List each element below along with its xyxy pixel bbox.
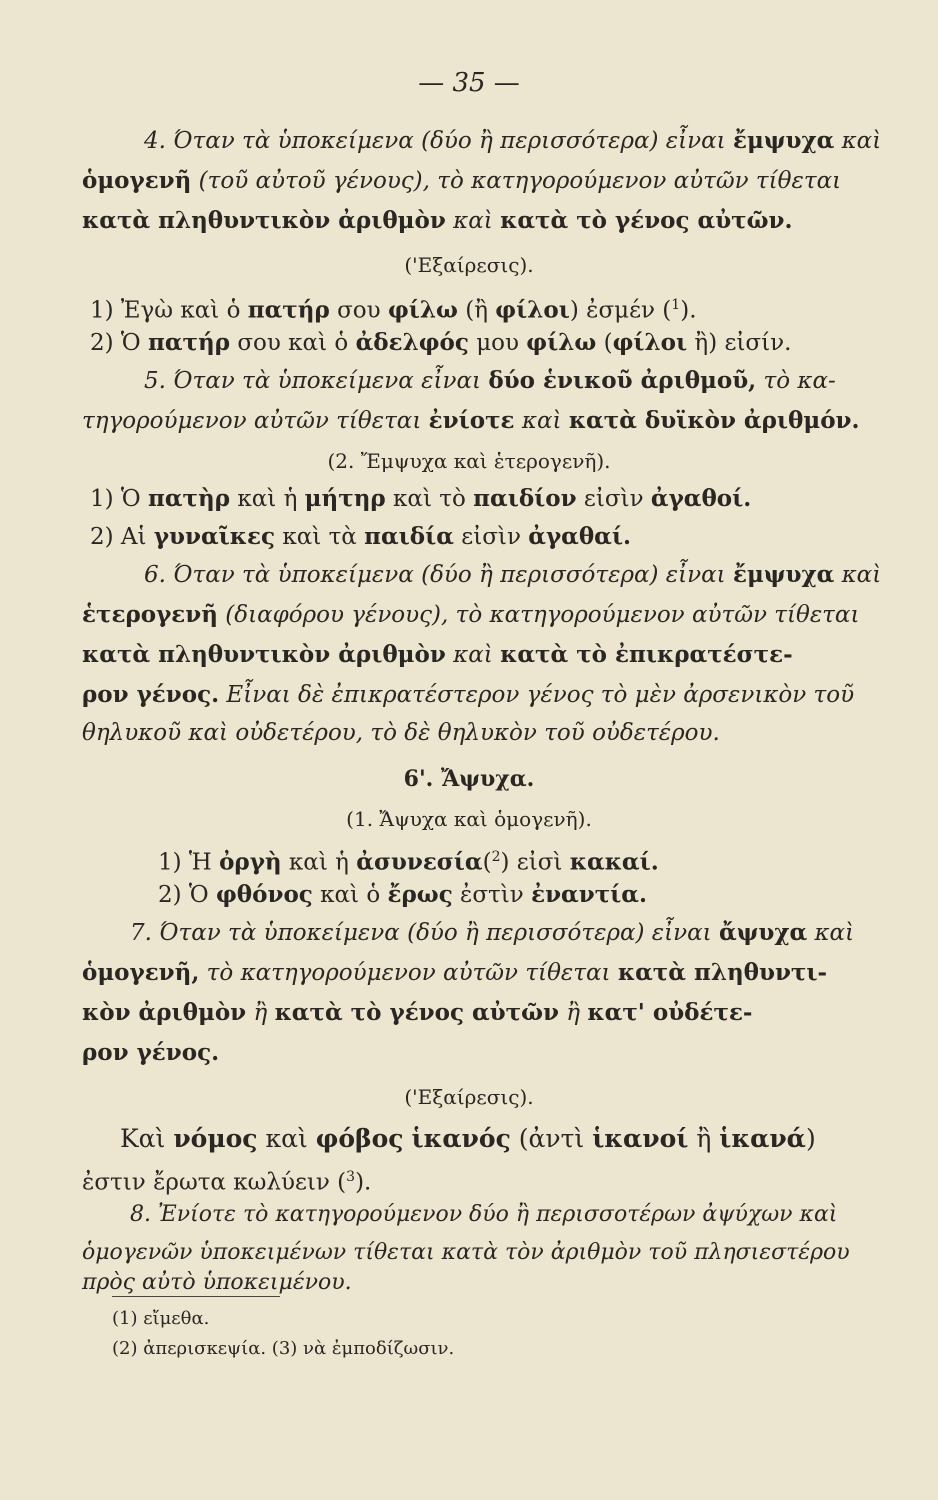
footnote-divider — [112, 1296, 280, 1297]
bold-term: ρον γένος. — [82, 1039, 220, 1066]
example-line — [90, 328, 791, 358]
example-text: ). — [355, 1169, 372, 1196]
rule-7-line-1 — [130, 918, 854, 948]
rule-text: καὶ — [445, 642, 501, 668]
rule-text: καὶ — [834, 128, 882, 154]
rule-number: 8. — [130, 1202, 151, 1227]
example-text: ). — [680, 297, 697, 324]
bold-term: ἀγαθαί. — [528, 523, 632, 550]
bold-term: ἀσυνεσία — [356, 848, 483, 876]
bold-term: πατήρ — [247, 296, 330, 324]
footnote: (2) ἀπερισκεψία. (3) νὰ ἐμποδίζωσιν. — [112, 1338, 455, 1359]
rule-number: 7. — [130, 920, 152, 946]
footnote: (1) εἴμεθα. — [112, 1308, 210, 1329]
rule-text: θηλυκοῦ καὶ οὐδετέρου, τὸ δὲ θηλυκὸν τοῦ οὐδετέρου. — [82, 720, 720, 746]
bold-term: ἔρως — [387, 881, 453, 908]
bold-term: ἔμψυχα — [733, 561, 835, 588]
rule-4-line-2 — [82, 166, 841, 196]
bold-term: ἔμψυχα — [733, 127, 835, 154]
example-text: ) — [805, 1124, 816, 1153]
rule-text: καὶ — [514, 408, 569, 434]
rule-6-line-1 — [144, 560, 881, 590]
footnote-ref: 1 — [671, 297, 681, 313]
bold-term: πατὴρ — [148, 485, 231, 512]
rule-text: ὁμογενῶν ὑποκειμένων τίθεται κατὰ τὸν ἀριθμὸν τοῦ πλησιεστέρου — [82, 1240, 850, 1265]
rule-8-line-2 — [82, 1238, 850, 1268]
example-number: 2) — [90, 524, 114, 550]
rule-6-line-4 — [82, 680, 854, 710]
example-number: 2) — [158, 882, 182, 908]
rule-text: Ἐνίοτε τὸ κατηγορούμενον δύο ἢ περισσοτέρων ἀψύχων καὶ — [151, 1202, 838, 1227]
rule-text: (διαφόρου γένους), τὸ κατηγορούμενον αὐτῶν τίθεται — [217, 602, 860, 628]
example-line — [90, 290, 697, 326]
example-text: Ἐγὼ καὶ ὁ — [113, 297, 248, 324]
example-text: Ἡ — [181, 849, 220, 876]
rule-5-line-2 — [82, 406, 860, 436]
example-line — [120, 1124, 816, 1154]
rule-text: (τοῦ αὐτοῦ γένους), τὸ κατηγορούμενον αὐτῶν τίθεται — [191, 168, 842, 194]
bold-term: ὁμογενῆ — [82, 167, 192, 194]
bold-term: κατ' οὐδέτε- — [587, 999, 753, 1026]
exceptions-heading: ('Εξαίρεσις). — [404, 253, 534, 277]
section-heading: (1. Ἄψυχα καὶ ὁμογενῆ). — [346, 807, 592, 831]
example-text: ( — [482, 849, 492, 876]
bold-term: πατήρ — [148, 329, 231, 356]
rule-text: τηγορούμενον αὐτῶν τίθεται — [82, 408, 429, 434]
rule-text: Όταν τὰ ὑποκείμενα (δύο ἢ περισσότερα) εἶναι — [165, 128, 734, 154]
example-text: εἰσὶν — [453, 524, 529, 550]
example-line — [90, 522, 631, 552]
bold-term: φίλω — [526, 329, 597, 356]
page-number: — 35 — — [418, 68, 520, 98]
rule-text: Εἶναι δὲ ἐπικρατέστερον γένος τὸ μὲν ἀρσενικὸν τοῦ — [219, 682, 855, 708]
rule-text: Όταν τὰ ὑποκείμενα (δύο ἢ περισσότερα) εἶναι — [165, 562, 734, 588]
rule-5-line-1 — [144, 366, 836, 396]
rule-text: ἢ — [246, 1000, 275, 1026]
example-text: Ὁ — [181, 882, 216, 908]
example-number: 2) — [90, 330, 114, 356]
rule-text: πρὸς αὐτὸ ὑποκειμένου. — [82, 1270, 352, 1295]
example-text: μου — [468, 330, 527, 356]
example-text: σου — [329, 297, 388, 324]
section-heading: (2. Ἔμψυχα καὶ ἑτερογενῆ). — [327, 449, 611, 473]
example-line — [90, 484, 751, 514]
example-text: (ἀντὶ — [510, 1124, 593, 1153]
example-text: καὶ τὰ — [275, 524, 365, 550]
rule-6-line-5 — [82, 718, 720, 748]
bold-term: ρον γένος. — [82, 681, 220, 708]
footnote-ref: 2 — [491, 849, 501, 865]
example-text: καὶ τὸ — [385, 486, 474, 512]
example-text: ἐστὶν — [452, 882, 532, 908]
rule-text: ἢ — [558, 1000, 588, 1026]
rule-text: Όταν τὰ ὑποκείμενα εἶναι — [165, 368, 489, 394]
rule-7-line-2 — [82, 958, 827, 988]
bold-term: ἑτερογενῆ — [82, 601, 218, 628]
rule-text: καὶ — [834, 562, 882, 588]
rule-text: καὶ — [445, 208, 501, 234]
bold-term: κὸν ἀριθμὸν — [82, 999, 247, 1026]
example-number: 1) — [90, 297, 114, 324]
bold-term: μήτηρ — [304, 485, 386, 512]
example-text: ) ἐσμέν ( — [569, 297, 672, 324]
example-text: καὶ ἡ — [230, 486, 305, 512]
example-text: ἐστιν ἔρωτα κωλύειν ( — [82, 1169, 347, 1196]
bold-term: κατὰ δυϊκὸν ἀριθμόν. — [568, 407, 860, 434]
bold-term: παιδία — [364, 523, 454, 550]
exceptions-heading: ('Εξαίρεσις). — [404, 1085, 534, 1109]
example-text: ( — [596, 330, 613, 356]
section-heading: 6'. Ἄψυχα. — [403, 766, 535, 792]
bold-term: κατὰ πληθυντικὸν ἀριθμὸν — [82, 207, 446, 234]
footnote-ref: 3 — [346, 1169, 356, 1185]
rule-number: 6. — [144, 562, 166, 588]
bold-term: κατὰ τὸ ἐπικρατέστε- — [500, 641, 793, 668]
example-text: εἰσὶν — [576, 486, 651, 512]
example-text: Καὶ — [120, 1124, 174, 1153]
rule-8-line-1 — [130, 1200, 837, 1230]
example-text: (ἢ — [457, 297, 496, 324]
bold-term: ἱκανός — [411, 1124, 511, 1153]
bold-term: φίλω — [387, 296, 458, 324]
rule-text: Όταν τὰ ὑποκείμενα (δύο ἢ περισσότερα) εἶναι — [151, 920, 720, 946]
example-text: καὶ ὁ — [312, 882, 388, 908]
bold-term: κατὰ τὸ γένος αὐτῶν — [274, 999, 559, 1026]
bold-term: φόβος — [315, 1124, 404, 1153]
example-line — [158, 842, 659, 878]
example-text: Ὁ — [113, 486, 148, 512]
example-text: σου καὶ ὁ — [230, 330, 356, 356]
bold-term: ὀργὴ — [219, 848, 282, 876]
bold-term: κακαί. — [569, 848, 659, 876]
bold-term: ἐναντία. — [531, 881, 648, 908]
example-number: 1) — [90, 486, 114, 512]
example-text: ) εἰσὶ — [500, 849, 570, 876]
rule-8-line-3 — [82, 1268, 352, 1298]
bold-term: ἐνίοτε — [428, 407, 515, 434]
bold-term: γυναῖκες — [153, 523, 276, 550]
rule-number: 5. — [144, 368, 166, 394]
bold-term: ἄψυχα — [719, 919, 808, 946]
bold-term: ἀγαθοί. — [650, 485, 752, 512]
bold-term: κατὰ πληθυντι- — [617, 959, 828, 986]
bold-term: νόμος — [173, 1124, 258, 1153]
example-text: Ὁ — [113, 330, 148, 356]
example-text: καὶ — [257, 1124, 316, 1153]
rule-4-line-3 — [82, 206, 793, 236]
rule-number: 4. — [144, 128, 166, 154]
bold-term: φίλοι — [495, 296, 570, 324]
example-text: Αἱ — [113, 524, 154, 550]
bold-term: ἀδελφός — [355, 329, 469, 356]
rule-4-line-1 — [144, 126, 881, 156]
rule-text: καὶ — [807, 920, 855, 946]
bold-term: δύο ἑνικοῦ ἀριθμοῦ, — [488, 367, 757, 394]
bold-term: κατὰ τὸ γένος αὐτῶν. — [500, 207, 793, 234]
example-text: ἢ — [688, 1124, 720, 1153]
example-line — [82, 1162, 371, 1198]
rule-7-line-4 — [82, 1038, 219, 1068]
rule-text: τὸ κα- — [756, 368, 836, 394]
example-line — [158, 880, 647, 910]
bold-term: ὁμογενῆ, — [82, 959, 200, 986]
rule-text: τὸ κατηγορούμενον αὐτῶν τίθεται — [199, 960, 618, 986]
bold-term: ἱκανοί — [592, 1124, 689, 1153]
rule-6-line-2 — [82, 600, 859, 630]
bold-term: φθόνος — [216, 881, 313, 908]
example-text: ἢ) εἰσίν. — [687, 330, 792, 356]
bold-term: φίλοι — [612, 329, 688, 356]
example-number: 1) — [158, 849, 182, 876]
bold-term: παιδίον — [473, 485, 577, 512]
bold-term: ἱκανά — [719, 1124, 806, 1153]
rule-6-line-3 — [82, 640, 793, 670]
bold-term: κατὰ πληθυντικὸν ἀριθμὸν — [82, 641, 446, 668]
example-text: καὶ ἡ — [281, 849, 357, 876]
rule-7-line-3 — [82, 998, 752, 1028]
